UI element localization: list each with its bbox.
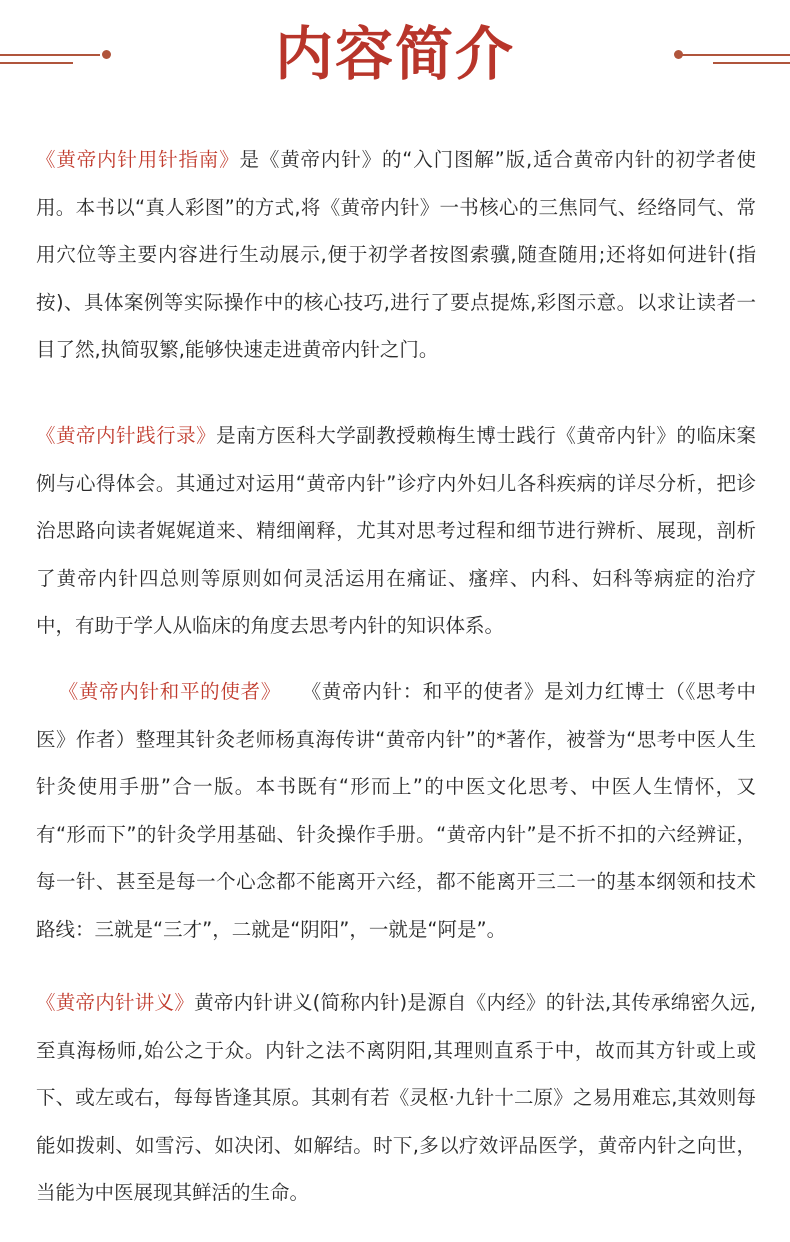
book-title: 《黄帝内针和平的使者》: [58, 680, 281, 703]
page-title: 内容简介: [274, 20, 515, 88]
decor-line-right-bottom: [713, 62, 790, 64]
paragraph-peace-messenger: [36, 668, 756, 954]
paragraph-text: 《黄帝内针：和平的使者》是刘力红博士（《思考中医》作者）整理其针灸老师杨真海传讲“黄帝内针”的*著作，被誉为“思考中医人生 针灸使用手册”合一版。本书既有“形而上”的中医文化思考、中医人生情怀，又有“形而下”的针灸学用基础、针灸操作手册。“黄帝内针”是不折不扣的六经辨证，每一针、甚至是每一个心念都不能离开六经，都不能离开三二一的基本纲领和技术路线：三就是“三才”，二就是“阴阳”，一就是“阿是”。: [36, 680, 756, 941]
book-title: 《黄帝内针讲义》: [36, 991, 195, 1014]
book-title: 《黄帝内针践行录》: [36, 424, 217, 447]
section-header: [0, 0, 790, 110]
paragraph-text: 是南方医科大学副教授赖梅生博士践行《黄帝内针》的临床案例与心得体会。其通过对运用“黄帝内针”诊疗内外妇儿各科疾病的详尽分析，把诊治思路向读者娓娓道来、精细阐释，尤其对思考过程和细节进行辨析、展现，剖析了黄帝内针四总则等原则如何灵活运用在痛证、瘙痒、内科、妇科等病症的治疗中，有助于学人从临床的角度去思考内针的知识体系。: [36, 424, 756, 638]
decor-line-right-top: [682, 54, 790, 56]
paragraph-lecture-notes: [36, 979, 756, 1217]
paragraph-guide: [36, 136, 756, 374]
book-title: 《黄帝内针用针指南》: [36, 148, 240, 171]
paragraph-text: 是《黄帝内针》的“入门图解”版,适合黄帝内针的初学者使用。本书以“真人彩图”的方式,将《黄帝内针》一书核心的三焦同气、经络同气、常用穴位等主要内容进行生动展示,便于初学者按图索骥,随查随用;还将如何进针(指按)、具体案例等实际操作中的核心技巧,进行了要点提炼,彩图示意。以求让读者一目了然,执简驭繁,能够快速走进黄帝内针之门。: [36, 148, 756, 362]
paragraph-text: 黄帝内针讲义(简称内针)是源自《内经》的针法,其传承绵密久远,至真海杨师,始公之于众。内针之法不离阴阳,其理则直系于中，故而其方针或上或下、或左或右，每每皆逢其原。其刺有若《灵枢·九针十二原》之易用难忘,其效则每能如拨刺、如雪污、如决闭、如解结。时下,多以疗效评品医学，黄帝内针之向世，当能为中医展现其鲜活的生命。: [36, 991, 756, 1205]
paragraph-practice-record: [36, 412, 756, 650]
